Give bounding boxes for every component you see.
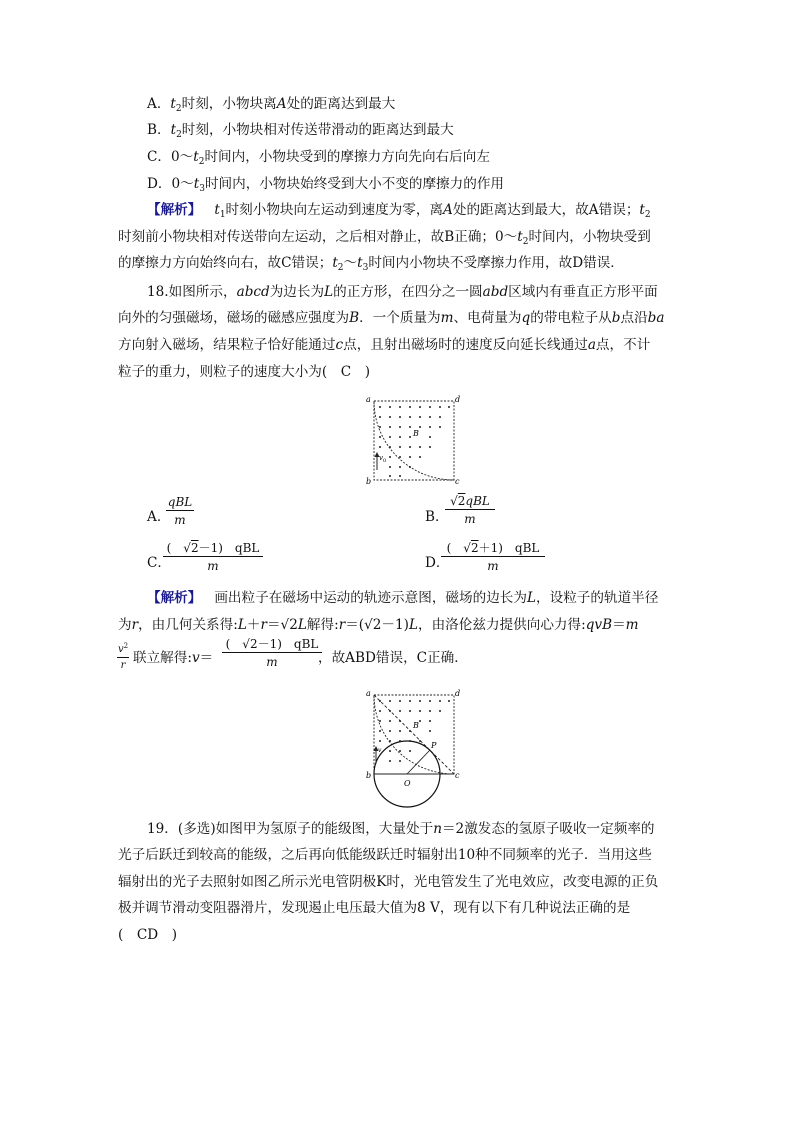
- q17-option-d: D．$0\sim t_3$时间内，小物块始终受到大小不变的摩擦力的作用: [147, 176, 505, 194]
- q19-stem-line-4: 极并调节滑动变阻器滑片，发现遏止电压最大值为8 V，现有以下有几种说法正确的是: [118, 900, 631, 916]
- q18-analysis-fraction-v: ( √2－1) qBL m: [222, 637, 322, 669]
- field-B-label: B: [413, 429, 419, 438]
- q17-option-b: B．$t_2$时刻，小物块相对传送带滑动的距离达到最大: [147, 122, 454, 140]
- magnetic-field-figure: [362, 392, 462, 492]
- vertex-c-label: c: [455, 477, 460, 486]
- q18-option-a-fraction: qBL m: [167, 495, 193, 527]
- field-B-label: B: [413, 721, 419, 730]
- field-dots: [379, 406, 450, 477]
- vertex-a-label: a: [366, 395, 371, 404]
- q18-option-b-fraction: √2qBL m: [445, 494, 495, 526]
- q19-stem-line-1: 19．(多选)如图甲为氢原子的能级图，大量处于n＝2激发态的氢原子吸收一定频率的: [147, 821, 655, 837]
- q18-option-c-fraction: ( √2－1) qBL m: [163, 541, 263, 573]
- analysis-tag: 【解析】: [147, 590, 202, 606]
- q18-analysis-line-3b: ，故ABD错误，C正确．: [318, 650, 468, 666]
- center-O-label: O: [404, 779, 411, 788]
- quarter-circle-boundary: [374, 401, 454, 480]
- q18-option-a-label: A．: [147, 509, 171, 525]
- q17-analysis-line-2: 时刻前小物块相对传送带向左运动，之后相对静止，故B正确；$0\sim t_2$时间内，小物块受到: [118, 229, 651, 247]
- q17-option-a: A．$t_2$时刻，小物块离A处的距离达到最大: [147, 96, 396, 114]
- q18-option-d-fraction: ( √2＋1) qBL m: [441, 541, 545, 573]
- vertex-d-label: d: [455, 689, 461, 698]
- q18-option-d-label: D．: [425, 555, 450, 571]
- q18-analysis-line-2: 为r，由几何关系得:L＋r＝√2L解得:r＝(√2－1)L，由洛伦兹力提供向心力得:qvB＝m: [118, 617, 639, 633]
- q18-stem-line-1: 18.如图所示，abcd为边长为L的正方形，在四分之一圆abd区域内有垂直正方形平面: [147, 284, 658, 300]
- q18-analysis-line-1: 【解析】 画出粒子在磁场中运动的轨迹示意图，磁场的边长为L，设粒子的轨道半径: [147, 590, 659, 606]
- velocity-subscript: 0: [383, 458, 387, 464]
- q17-analysis-line-1: 【解析】 $t_1$时刻小物块向左运动到速度为零，离A处的距离达到最大，故A错误；$t_2$: [147, 202, 651, 220]
- vertex-c-label: c: [455, 771, 460, 780]
- square-boundary: [374, 401, 454, 480]
- q19-stem-line-2: 光子后跃迁到较高的能级，之后再向低能级跃迁时辐射出10种不同频率的光子．当用这些: [118, 847, 652, 863]
- q18-stem-line-3: 方向射入磁场，结果粒子恰好能通过c点，且射出磁场时的速度反向延长线通过a点，不计: [118, 337, 651, 353]
- diagonal-ac: [374, 695, 454, 774]
- q18-option-b-label: B．: [425, 509, 449, 525]
- q18-analysis-fraction-v2-r: $v^2$ r: [117, 642, 129, 671]
- vertex-b-label: b: [366, 771, 372, 780]
- q19-stem-line-3: 辐射出的光子去照射如图乙所示光电管阴极K时，光电管发生了光电效应，改变电源的正负: [118, 874, 659, 890]
- q19-stem-line-5: ( CD ): [118, 927, 178, 943]
- q17-analysis-line-3: 的摩擦力方向始终向右，故C错误；$t_2\sim t_3$时间内小物块不受摩擦力作用，故D错误．: [118, 255, 624, 273]
- q18-stem-line-2: 向外的匀强磁场，磁场的磁感应强度为B．一个质量为m、电荷量为q的带电粒子从b点沿ba: [118, 310, 665, 326]
- q17-option-c: C．$0\sim t_2$时间内，小物块受到的摩擦力方向先向右后向左: [147, 149, 490, 167]
- q18-option-c-label: C．: [147, 555, 171, 571]
- radius-OP: [407, 750, 430, 774]
- field-dots: [379, 700, 450, 762]
- analysis-tag: 【解析】: [147, 202, 202, 218]
- vertex-b-label: b: [366, 477, 372, 486]
- point-P-label: P: [431, 741, 437, 750]
- vertex-d-label: d: [455, 395, 461, 404]
- q18-analysis-line-3a: 联立解得:v＝: [133, 650, 214, 666]
- velocity-label: v: [378, 747, 382, 754]
- q18-stem-line-4: 粒子的重力，则粒子的速度大小为( C ): [118, 364, 371, 380]
- trajectory-figure: [362, 686, 472, 814]
- velocity-label: v: [379, 454, 383, 462]
- vertex-a-label: a: [366, 689, 371, 698]
